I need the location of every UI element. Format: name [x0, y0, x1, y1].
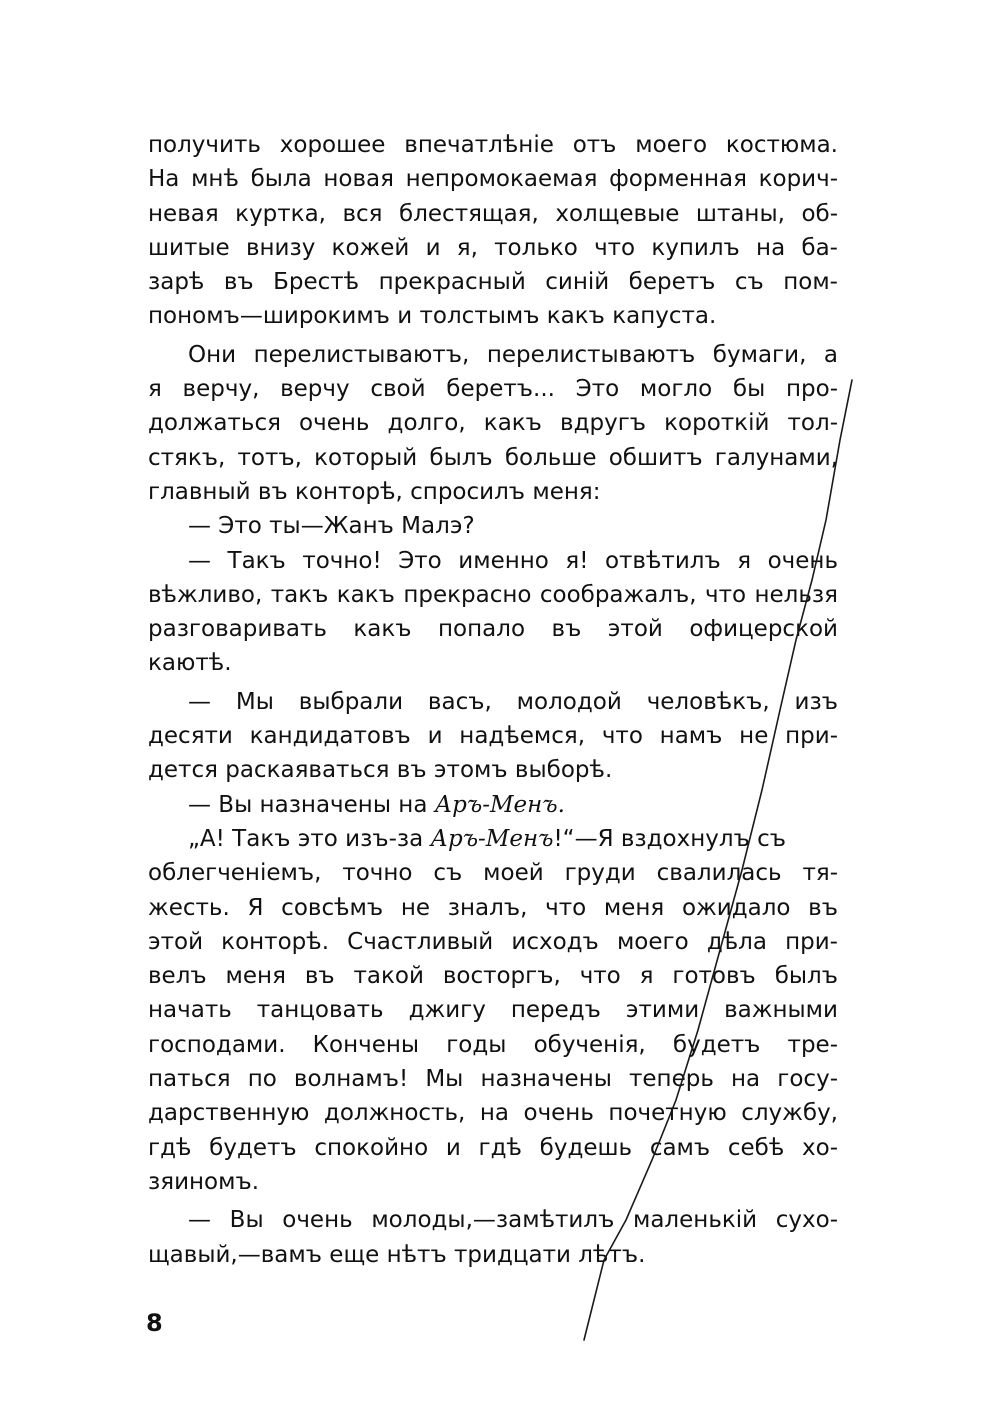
text-line: получить хорошее впечатлѣніе отъ моего костюма. — [148, 132, 838, 158]
ship-name: Аръ-Менъ. — [434, 791, 565, 818]
text-line: зарѣ въ Брестѣ прекрасный синій беретъ съ пом- — [148, 269, 838, 296]
text-line: — Мы выбрали васъ, молодой человѣкъ, изъ — [188, 688, 838, 715]
text-fragment: — Вы назначены на — [188, 791, 435, 818]
text-line: я верчу, верчу свой беретъ... Это могло бы про- — [148, 376, 838, 403]
page-number: 8 — [146, 1309, 163, 1337]
text-line: На мнѣ была новая непромокаемая форменная корич- — [148, 166, 838, 193]
text-line: шитые внизу кожей и я, только что купилъ на ба- — [148, 234, 838, 261]
text-line: зяиномъ. — [148, 1168, 260, 1195]
text-fragment: !“—Я вздохнулъ съ — [553, 825, 787, 852]
text-line: разговаривать какъ попало въ этой офицерской — [148, 616, 838, 643]
text-line: господами. Кончены годы обученія, будетъ тре- — [148, 1031, 838, 1058]
text-line: должаться очень долго, какъ вдругъ короткій тол- — [148, 410, 838, 437]
ship-name: Аръ-Менъ — [430, 825, 554, 852]
text-line: пономъ—широкимъ и толстымъ какъ капуста. — [148, 303, 717, 330]
text-line: облегченіемъ, точно съ моей груди свалилась тя- — [148, 860, 838, 887]
text-line: гдѣ будетъ спокойно и гдѣ будешь самъ себѣ хо- — [148, 1134, 838, 1161]
text-line: дарственную должность, на очень почетную службу, — [148, 1100, 838, 1127]
text-line: начать танцовать джигу передъ этими важными — [148, 997, 838, 1024]
text-line: вѣжливо, такъ какъ прекрасно соображалъ, что нельзя — [148, 581, 838, 608]
text-line: — Это ты—Жанъ Малэ? — [188, 513, 475, 540]
text-line: велъ меня въ такой восторгъ, что я готовъ былъ — [148, 963, 838, 990]
text-line: стякъ, тотъ, который былъ больше обшитъ галунами, — [148, 444, 838, 471]
page-body-text — [148, 128, 838, 1272]
text-line: жесть. Я совсѣмъ не зналъ, что меня ожидало въ — [148, 894, 838, 921]
text-line: этой конторѣ. Счастливый исходъ моего дѣла при- — [148, 928, 838, 955]
text-line: десяти кандидатовъ и надѣемся, что намъ не при- — [148, 723, 838, 750]
text-line: щавый,—вамъ еще нѣтъ тридцати лѣтъ. — [148, 1241, 646, 1268]
text-line: Они перелистываютъ, перелистываютъ бумаги, а — [188, 341, 838, 368]
text-line: невая куртка, вся блестящая, холщевые штаны, об- — [148, 200, 838, 227]
text-line — [148, 788, 838, 822]
text-line: — Вы очень молоды,—замѣтилъ маленькій сухо- — [188, 1207, 838, 1234]
text-line: паться по волнамъ! Мы назначены теперь на госу- — [148, 1066, 838, 1093]
text-line: главный въ конторѣ, спросилъ меня: — [148, 478, 601, 505]
text-fragment: „А! Такъ это изъ-за — [188, 825, 431, 852]
text-line — [148, 822, 838, 856]
text-line: дется раскаяваться въ этомъ выборѣ. — [148, 757, 613, 784]
text-line: каютѣ. — [148, 650, 232, 677]
text-line: — Такъ точно! Это именно я! отвѣтилъ я очень — [188, 547, 838, 574]
